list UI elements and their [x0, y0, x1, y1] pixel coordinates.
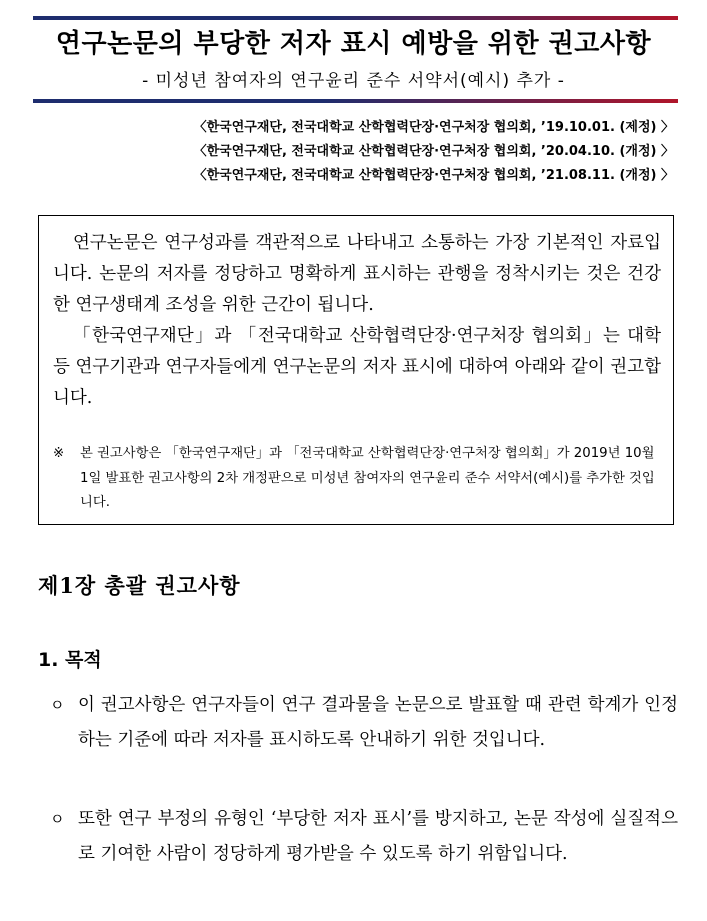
revision-line: 〈한국연구재단, 전국대학교 산학협력단장·연구처장 협의회, ’19.10.01. (제정) 〉: [193, 120, 674, 135]
notice-body: [53, 228, 661, 414]
revision-line: 〈한국연구재단, 전국대학교 산학협력단장·연구처장 협의회, ’21.08.11. (개정) 〉: [193, 168, 674, 183]
bullet-icon: ㅇ: [50, 696, 65, 714]
list-item: [50, 802, 678, 872]
bullet-icon: ㅇ: [50, 810, 65, 828]
revision-history: [194, 116, 674, 188]
list-item: [50, 688, 678, 758]
notice-paragraph: 연구논문은 연구성과를 객관적으로 나타내고 소통하는 가장 기본적인 자료입니다. 논문의 저자를 정당하고 명확하게 표시하는 관행을 정착시키는 것은 건강한 연구생태계 조성을 위한 근간이 됩니다.: [53, 233, 661, 315]
notice-footnote: [53, 442, 663, 516]
notice-box: [38, 215, 674, 525]
list-item-text: 이 권고사항은 연구자들이 연구 결과물을 논문으로 발표할 때 관련 학계가 인정하는 기준에 따라 저자를 표시하도록 안내하기 위한 것입니다.: [78, 695, 678, 750]
top-divider: [33, 16, 678, 20]
document-subtitle: - 미성년 참여자의 연구윤리 준수 서약서(예시) 추가 -: [142, 71, 565, 91]
bottom-divider: [33, 99, 678, 103]
reference-mark-icon: ※: [53, 446, 65, 461]
section-heading: 1. 목적: [38, 649, 102, 671]
list-item-text: 또한 연구 부정의 유형인 ‘부당한 저자 표시’를 방지하고, 논문 작성에 실질적으로 기여한 사람이 정당하게 평가받을 수 있도록 하기 위함입니다.: [78, 809, 678, 864]
revision-line: 〈한국연구재단, 전국대학교 산학협력단장·연구처장 협의회, ’20.04.10. (개정) 〉: [193, 144, 674, 159]
notice-paragraph: 「한국연구재단」과 「전국대학교 산학협력단장·연구처장 협의회」는 대학 등 연구기관과 연구자들에게 연구논문의 저자 표시에 대하여 아래와 같이 권고합니다.: [53, 326, 661, 408]
chapter-heading: 제1장 총괄 권고사항: [38, 573, 241, 598]
document-title: 연구논문의 부당한 저자 표시 예방을 위한 권고사항: [55, 29, 652, 59]
footnote-text: 본 권고사항은 「한국연구재단」과 「전국대학교 산학협력단장·연구처장 협의회」가 2019년 10월 1일 발표한 권고사항의 2차 개정판으로 미성년 참여자의 연구윤리 준수 서약서(예시)를 추가한 것입니다.: [80, 446, 655, 510]
